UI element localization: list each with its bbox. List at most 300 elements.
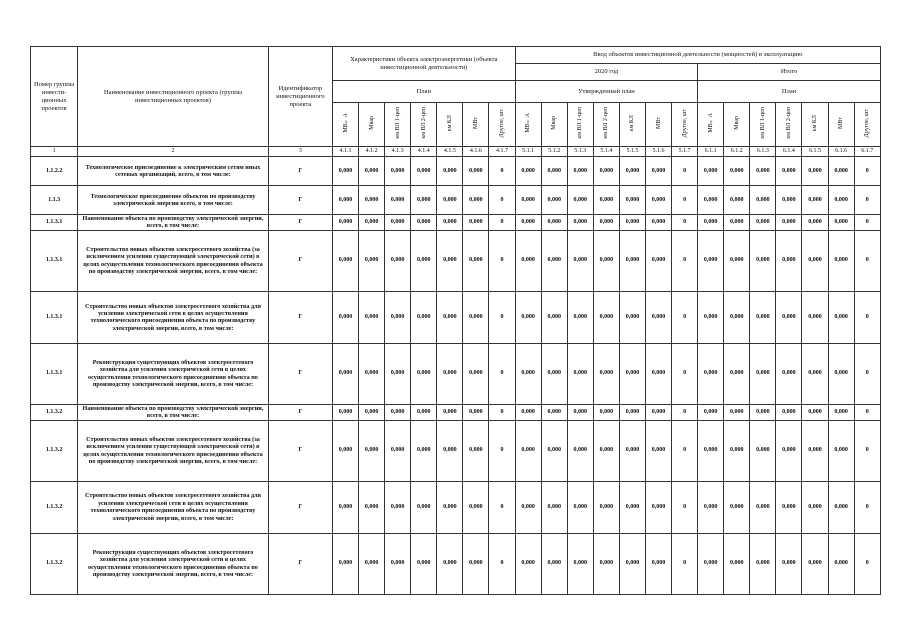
unit-header-cell (672, 103, 698, 147)
value-cell: 0,000 (515, 343, 541, 404)
group-number-cell: 1.1.3.2 (31, 404, 78, 420)
header-year: 2020 год (515, 64, 698, 81)
unit-header-cell (750, 103, 776, 147)
value-cell: 0,000 (359, 404, 385, 420)
group-number-cell: 1.1.3 (31, 186, 78, 215)
value-cell: 0,000 (776, 420, 802, 481)
value-cell: 0,000 (463, 481, 489, 533)
value-cell: 0,000 (359, 215, 385, 231)
unit-header-cell (854, 103, 880, 147)
value-cell: 0 (489, 420, 515, 481)
value-cell: 0,000 (776, 404, 802, 420)
value-cell: 0,000 (619, 343, 645, 404)
value-cell: 0,000 (802, 291, 828, 343)
value-cell: 0,000 (750, 291, 776, 343)
value-cell: 0,000 (802, 481, 828, 533)
unit-header-cell (593, 103, 619, 147)
index-cell: 5.1.7 (672, 147, 698, 157)
value-cell: 0,000 (593, 291, 619, 343)
project-name-cell: Строительство новых объектов электросетевого хозяйства (за исключением усиления существующей электрической сети) в целях осуществления технологического присоединения объекта по производству электрической энергии, всего, в том числе: (78, 230, 269, 291)
value-cell: 0,000 (619, 157, 645, 186)
header-characteristics: Характеристики объекта электроэнергетики (объекта инвестиционной деятельности) (332, 47, 515, 81)
value-cell: 0,000 (463, 533, 489, 594)
value-cell: 0,000 (645, 291, 671, 343)
value-cell: 0 (489, 186, 515, 215)
value-cell: 0,000 (724, 157, 750, 186)
unit-label: МВ×А (707, 113, 714, 133)
value-cell: 0,000 (332, 420, 358, 481)
index-cell: 5.1.6 (645, 147, 671, 157)
value-cell: 0,000 (750, 230, 776, 291)
project-id-cell: Г (268, 533, 332, 594)
value-cell: 0 (854, 291, 880, 343)
index-cell: 6.1.2 (724, 147, 750, 157)
value-cell: 0,000 (776, 343, 802, 404)
value-cell: 0 (672, 481, 698, 533)
value-cell: 0,000 (645, 186, 671, 215)
value-cell: 0 (489, 230, 515, 291)
value-cell: 0,000 (567, 157, 593, 186)
value-cell: 0,000 (411, 343, 437, 404)
index-cell: 6.1.6 (828, 147, 854, 157)
value-cell: 0 (672, 533, 698, 594)
unit-header-cell (724, 103, 750, 147)
value-cell: 0,000 (802, 533, 828, 594)
value-cell: 0,000 (359, 291, 385, 343)
unit-label: Другое, шт (499, 108, 506, 138)
value-cell: 0,000 (541, 157, 567, 186)
value-cell: 0,000 (750, 533, 776, 594)
header-commissioning: Ввод объектов инвестиционной деятельности (мощностей) в эксплуатацию (515, 47, 880, 64)
value-cell: 0 (489, 215, 515, 231)
value-cell: 0 (854, 533, 880, 594)
value-cell: 0,000 (802, 186, 828, 215)
value-cell: 0,000 (515, 533, 541, 594)
value-cell: 0,000 (411, 420, 437, 481)
table-row (31, 186, 881, 215)
value-cell: 0,000 (385, 533, 411, 594)
unit-header-cell (359, 103, 385, 147)
value-cell: 0,000 (750, 420, 776, 481)
table-row (31, 215, 881, 231)
value-cell: 0,000 (593, 481, 619, 533)
unit-label: км ВЛ 1-цеп (394, 107, 401, 139)
value-cell: 0,000 (332, 481, 358, 533)
value-cell: 0 (854, 186, 880, 215)
index-cell: 4.1.1 (332, 147, 358, 157)
value-cell: 0 (854, 230, 880, 291)
table-row (31, 230, 881, 291)
header-plan: План (332, 81, 515, 103)
index-cell: 4.1.7 (489, 147, 515, 157)
unit-label: Мвар (368, 116, 375, 130)
value-cell: 0,000 (332, 230, 358, 291)
unit-label: км КЛ (446, 114, 453, 132)
value-cell: 0,000 (541, 186, 567, 215)
value-cell: 0,000 (828, 420, 854, 481)
value-cell: 0,000 (385, 481, 411, 533)
group-number-cell: 1.1.3.1 (31, 215, 78, 231)
value-cell: 0,000 (332, 291, 358, 343)
header-project-name: Наименование инвестиционного проекта (группы инвестиционных проектов) (78, 47, 269, 147)
value-cell: 0,000 (776, 157, 802, 186)
project-name-cell: Строительство новых объектов электросетевого хозяйства для усиления электрической сети в целях осуществления технологического присоединения объекта по производству электрической энергии, всего, в том числе: (78, 291, 269, 343)
value-cell: 0,000 (698, 291, 724, 343)
value-cell: 0 (672, 343, 698, 404)
header-approved-plan: Утвержденный план (515, 81, 698, 103)
value-cell: 0,000 (463, 291, 489, 343)
value-cell: 0 (672, 157, 698, 186)
value-cell: 0,000 (411, 157, 437, 186)
value-cell: 0,000 (619, 186, 645, 215)
value-cell: 0,000 (515, 186, 541, 215)
value-cell: 0,000 (411, 186, 437, 215)
value-cell: 0,000 (750, 186, 776, 215)
value-cell: 0,000 (645, 404, 671, 420)
value-cell: 0,000 (463, 230, 489, 291)
value-cell: 0,000 (541, 420, 567, 481)
value-cell: 0 (854, 481, 880, 533)
value-cell: 0,000 (385, 404, 411, 420)
value-cell: 0,000 (619, 215, 645, 231)
value-cell: 0,000 (359, 343, 385, 404)
value-cell: 0,000 (776, 533, 802, 594)
value-cell: 0,000 (385, 186, 411, 215)
group-number-cell: 1.1.3.2 (31, 481, 78, 533)
table-row (31, 533, 881, 594)
value-cell: 0,000 (463, 343, 489, 404)
value-cell: 0,000 (645, 157, 671, 186)
project-id-cell: Г (268, 291, 332, 343)
value-cell: 0,000 (411, 481, 437, 533)
value-cell: 0,000 (698, 404, 724, 420)
value-cell: 0 (672, 404, 698, 420)
value-cell: 0,000 (698, 186, 724, 215)
value-cell: 0,000 (619, 404, 645, 420)
unit-label: Другое, шт (864, 108, 871, 138)
value-cell: 0 (854, 420, 880, 481)
value-cell: 0,000 (541, 291, 567, 343)
index-cell: 5.1.4 (593, 147, 619, 157)
value-cell: 0,000 (332, 157, 358, 186)
value-cell: 0,000 (411, 404, 437, 420)
value-cell: 0,000 (437, 404, 463, 420)
header-total: Итого (698, 64, 881, 81)
index-cell: 6.1.4 (776, 147, 802, 157)
unit-header-cell (698, 103, 724, 147)
value-cell: 0 (489, 481, 515, 533)
project-id-cell: Г (268, 420, 332, 481)
group-number-cell: 1.1.3.1 (31, 230, 78, 291)
value-cell: 0,000 (776, 186, 802, 215)
value-cell: 0 (489, 533, 515, 594)
value-cell: 0,000 (619, 230, 645, 291)
value-cell: 0,000 (619, 420, 645, 481)
value-cell: 0,000 (724, 230, 750, 291)
value-cell: 0,000 (724, 481, 750, 533)
table-row (31, 420, 881, 481)
value-cell: 0,000 (698, 343, 724, 404)
index-row (31, 147, 881, 157)
value-cell: 0,000 (593, 343, 619, 404)
unit-label: МВт (655, 117, 662, 129)
value-cell: 0,000 (515, 404, 541, 420)
unit-label: км ВЛ 2-цеп (420, 107, 427, 139)
value-cell: 0,000 (802, 343, 828, 404)
unit-label: МВт (838, 117, 845, 129)
group-number-cell: 1.1.2.2 (31, 157, 78, 186)
value-cell: 0,000 (385, 230, 411, 291)
value-cell: 0,000 (698, 420, 724, 481)
value-cell: 0,000 (750, 481, 776, 533)
index-cell: 2 (78, 147, 269, 157)
value-cell: 0,000 (541, 230, 567, 291)
value-cell: 0 (489, 157, 515, 186)
value-cell: 0,000 (698, 230, 724, 291)
value-cell: 0,000 (724, 291, 750, 343)
value-cell: 0,000 (411, 291, 437, 343)
project-id-cell: Г (268, 481, 332, 533)
value-cell: 0 (489, 291, 515, 343)
value-cell: 0,000 (593, 230, 619, 291)
group-number-cell: 1.1.3.2 (31, 533, 78, 594)
group-number-cell: 1.1.3.1 (31, 291, 78, 343)
value-cell: 0 (854, 343, 880, 404)
value-cell: 0,000 (828, 186, 854, 215)
project-name-cell: Технологическое присоединение объектов по производству электрической энергии всего, в том числе: (78, 186, 269, 215)
project-id-cell: Г (268, 186, 332, 215)
value-cell: 0,000 (593, 215, 619, 231)
unit-label: км ВЛ 2-цеп (785, 107, 792, 139)
header-plan-total: План (698, 81, 881, 103)
value-cell: 0,000 (515, 420, 541, 481)
index-cell: 5.1.3 (567, 147, 593, 157)
index-cell: 3 (268, 147, 332, 157)
value-cell: 0,000 (437, 420, 463, 481)
table-row (31, 157, 881, 186)
value-cell: 0,000 (515, 215, 541, 231)
value-cell: 0,000 (437, 157, 463, 186)
value-cell: 0,000 (645, 343, 671, 404)
value-cell: 0,000 (541, 533, 567, 594)
project-id-cell: Г (268, 343, 332, 404)
index-cell: 6.1.5 (802, 147, 828, 157)
value-cell: 0,000 (437, 215, 463, 231)
value-cell: 0,000 (619, 533, 645, 594)
value-cell: 0,000 (619, 481, 645, 533)
unit-header-cell (515, 103, 541, 147)
header-project-id: Идентификатор инвестиционного проекта (268, 47, 332, 147)
value-cell: 0,000 (437, 230, 463, 291)
value-cell: 0,000 (541, 481, 567, 533)
value-cell: 0 (489, 404, 515, 420)
value-cell: 0,000 (359, 186, 385, 215)
value-cell: 0,000 (567, 186, 593, 215)
project-name-cell: Строительство новых объектов электросетевого хозяйства (за исключением усиления существующей электрической сети) в целях осуществления технологического присоединения объекта по производству электрической энергии, всего, в том числе: (78, 420, 269, 481)
value-cell: 0 (854, 404, 880, 420)
value-cell: 0,000 (828, 291, 854, 343)
index-cell: 6.1.3 (750, 147, 776, 157)
value-cell: 0,000 (645, 215, 671, 231)
value-cell: 0,000 (724, 343, 750, 404)
value-cell: 0,000 (359, 157, 385, 186)
value-cell: 0,000 (567, 420, 593, 481)
project-name-cell: Наименование объекта по производству электрической энергии, всего, в том числе: (78, 404, 269, 420)
value-cell: 0,000 (776, 481, 802, 533)
value-cell: 0,000 (567, 481, 593, 533)
value-cell: 0,000 (698, 215, 724, 231)
value-cell: 0,000 (385, 343, 411, 404)
value-cell: 0,000 (411, 215, 437, 231)
table-row (31, 291, 881, 343)
value-cell: 0,000 (828, 343, 854, 404)
value-cell: 0 (854, 157, 880, 186)
value-cell: 0,000 (463, 186, 489, 215)
value-cell: 0,000 (385, 157, 411, 186)
value-cell: 0 (672, 215, 698, 231)
index-cell: 4.1.4 (411, 147, 437, 157)
project-id-cell: Г (268, 404, 332, 420)
unit-header-cell (802, 103, 828, 147)
value-cell: 0,000 (515, 291, 541, 343)
value-cell: 0,000 (828, 215, 854, 231)
group-number-cell: 1.1.3.2 (31, 420, 78, 481)
value-cell: 0,000 (724, 215, 750, 231)
value-cell: 0 (672, 420, 698, 481)
investment-table-sheet (30, 46, 881, 595)
unit-label: км КЛ (811, 114, 818, 132)
unit-label: Мвар (733, 116, 740, 130)
value-cell: 0,000 (541, 343, 567, 404)
value-cell: 0,000 (541, 404, 567, 420)
index-cell: 6.1.7 (854, 147, 880, 157)
value-cell: 0,000 (645, 481, 671, 533)
value-cell: 0,000 (698, 481, 724, 533)
value-cell: 0,000 (359, 481, 385, 533)
value-cell: 0,000 (411, 230, 437, 291)
value-cell: 0,000 (385, 291, 411, 343)
value-cell: 0,000 (541, 215, 567, 231)
index-cell: 4.1.2 (359, 147, 385, 157)
header-group-number: Номер группы инвести-ционных проектов (31, 47, 78, 147)
value-cell: 0,000 (437, 291, 463, 343)
value-cell: 0 (489, 343, 515, 404)
index-cell: 4.1.5 (437, 147, 463, 157)
unit-header-cell (411, 103, 437, 147)
value-cell: 0,000 (332, 404, 358, 420)
index-cell: 4.1.6 (463, 147, 489, 157)
investment-table (30, 46, 881, 595)
project-id-cell: Г (268, 215, 332, 231)
value-cell: 0,000 (593, 186, 619, 215)
value-cell: 0,000 (593, 404, 619, 420)
value-cell: 0,000 (724, 404, 750, 420)
value-cell: 0,000 (385, 420, 411, 481)
index-cell: 5.1.5 (619, 147, 645, 157)
value-cell: 0,000 (828, 533, 854, 594)
unit-label: км КЛ (629, 114, 636, 132)
value-cell: 0 (854, 215, 880, 231)
value-cell: 0,000 (515, 481, 541, 533)
value-cell: 0,000 (593, 533, 619, 594)
unit-header-cell (541, 103, 567, 147)
value-cell: 0,000 (802, 215, 828, 231)
value-cell: 0,000 (567, 343, 593, 404)
value-cell: 0,000 (463, 157, 489, 186)
table-row (31, 343, 881, 404)
unit-label: МВ×А (342, 113, 349, 133)
value-cell: 0,000 (776, 215, 802, 231)
value-cell: 0,000 (828, 230, 854, 291)
table-row (31, 404, 881, 420)
unit-header-cell (489, 103, 515, 147)
unit-label: Другое, шт (681, 108, 688, 138)
value-cell: 0,000 (332, 533, 358, 594)
value-cell: 0,000 (567, 404, 593, 420)
value-cell: 0,000 (385, 215, 411, 231)
unit-header-cell (332, 103, 358, 147)
unit-label: км ВЛ 1-цеп (577, 107, 584, 139)
value-cell: 0,000 (724, 533, 750, 594)
value-cell: 0,000 (802, 157, 828, 186)
value-cell: 0,000 (645, 230, 671, 291)
value-cell: 0,000 (567, 533, 593, 594)
value-cell: 0,000 (567, 230, 593, 291)
unit-header-cell (619, 103, 645, 147)
value-cell: 0,000 (828, 404, 854, 420)
value-cell: 0,000 (463, 404, 489, 420)
index-cell: 5.1.1 (515, 147, 541, 157)
value-cell: 0,000 (411, 533, 437, 594)
value-cell: 0,000 (437, 533, 463, 594)
unit-label: км ВЛ 1-цеп (759, 107, 766, 139)
unit-header-cell (776, 103, 802, 147)
unit-header-cell (463, 103, 489, 147)
unit-header-cell (567, 103, 593, 147)
value-cell: 0,000 (593, 157, 619, 186)
value-cell: 0,000 (750, 343, 776, 404)
value-cell: 0,000 (515, 230, 541, 291)
project-name-cell: Реконструкция существующих объектов электросетевого хозяйства для усиления электрической сети в целях осуществления технологического присоединения объекта по производству электрической энергии, всего, в том числе: (78, 343, 269, 404)
project-id-cell: Г (268, 157, 332, 186)
project-name-cell: Реконструкция существующих объектов электросетевого хозяйства для усиления электрической сети в целях осуществления технологического присоединения объекта по производству электрической энергии, всего, в том числе: (78, 533, 269, 594)
unit-header-cell (385, 103, 411, 147)
value-cell: 0,000 (359, 533, 385, 594)
value-cell: 0,000 (515, 157, 541, 186)
value-cell: 0,000 (698, 533, 724, 594)
value-cell: 0,000 (437, 481, 463, 533)
unit-label: км ВЛ 2-цеп (603, 107, 610, 139)
value-cell: 0,000 (828, 481, 854, 533)
value-cell: 0,000 (593, 420, 619, 481)
value-cell: 0,000 (463, 420, 489, 481)
value-cell: 0,000 (437, 186, 463, 215)
value-cell: 0,000 (645, 533, 671, 594)
index-cell: 1 (31, 147, 78, 157)
value-cell: 0,000 (776, 230, 802, 291)
value-cell: 0,000 (567, 291, 593, 343)
value-cell: 0,000 (567, 215, 593, 231)
unit-label: МВт (472, 117, 479, 129)
unit-header-cell (828, 103, 854, 147)
value-cell: 0,000 (724, 420, 750, 481)
value-cell: 0,000 (332, 186, 358, 215)
value-cell: 0,000 (828, 157, 854, 186)
value-cell: 0,000 (724, 186, 750, 215)
unit-label: МВ×А (525, 113, 532, 133)
project-name-cell: Наименование объекта по производству электрической энергии, всего, в том числе: (78, 215, 269, 231)
value-cell: 0,000 (463, 215, 489, 231)
